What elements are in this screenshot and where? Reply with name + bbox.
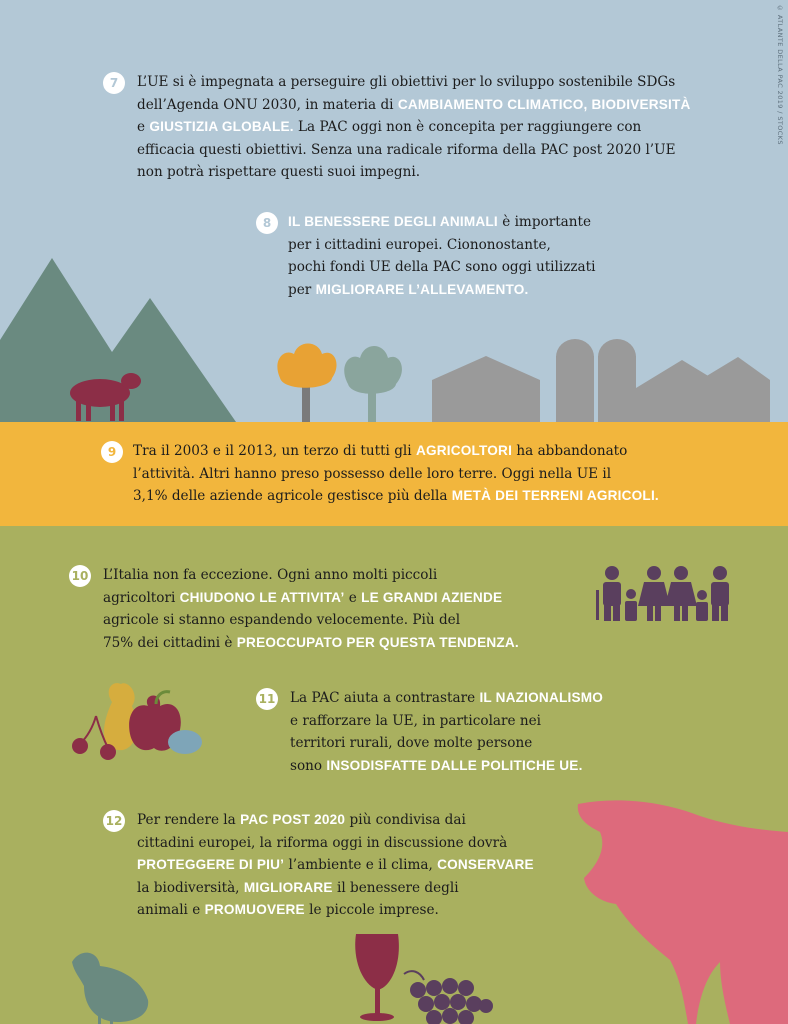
item-8-line: pochi fondi UE della PAC sono oggi utilizzati — [288, 259, 596, 275]
item-11-line: La PAC aiuta a contrastare — [290, 690, 480, 706]
item-12-highlight: PROTEGGERE DI PIU’ — [137, 857, 285, 872]
fruit-icon — [72, 683, 202, 760]
item-9-line: l’attività. Altri hanno preso possesso delle loro terre. Oggi nella UE il — [133, 465, 612, 482]
item-10-line: agricoltori — [103, 589, 180, 606]
item-10-line: 75% dei cittadini è — [103, 634, 237, 651]
item-12-line: il benessere degli — [332, 879, 459, 896]
item-9-text — [133, 440, 659, 508]
item-7-line: dell’Agenda ONU 2030, in materia di — [137, 96, 398, 113]
people-family-icon — [596, 566, 729, 621]
item-12-text — [137, 809, 534, 922]
item-8-line: per i cittadini europei. Ciononostante, — [288, 236, 551, 253]
item-12-line: cittadini europei, la riforma oggi in discussione dovrà — [137, 834, 508, 851]
item-12-highlight: MIGLIORARE — [243, 879, 333, 895]
item-10-text — [103, 564, 519, 654]
item-8-line: è importante — [497, 214, 592, 230]
item-number-12: 12 — [103, 810, 125, 832]
item-12-line: più condivisa dai — [345, 812, 466, 828]
item-12-line: la biodiversità, — [137, 879, 244, 896]
item-11-text — [290, 687, 603, 777]
item-11-line: e rafforzare la UE, in particolare nei — [290, 712, 542, 729]
item-9-line: ha abbandonato — [512, 443, 628, 459]
grapes-icon — [404, 971, 493, 1024]
item-11-highlight: IL NAZIONALISMO — [479, 690, 604, 705]
item-7-line: La PAC oggi non è concepita per raggiungere con — [293, 119, 642, 135]
item-9-highlight: AGRICOLTORI — [415, 443, 513, 458]
item-8-highlight: MIGLIORARE L’ALLEVAMENTO. — [315, 281, 529, 297]
item-7-line: L’UE si è impegnata a perseguire gli obiettivi per lo sviluppo sostenibile SDGs — [137, 74, 676, 90]
quail-icon — [72, 953, 148, 1024]
item-10-highlight: PREOCCUPATO PER QUESTA TENDENZA. — [236, 634, 519, 650]
item-12-line: le piccole imprese. — [304, 902, 439, 918]
item-12-line: Per rendere la — [137, 812, 241, 828]
item-number-9: 9 — [101, 441, 123, 463]
item-12-line: l’ambiente e il clima, — [284, 857, 438, 873]
item-7-line: efficacia questi obiettivi. Senza una radicale riforma della PAC post 2020 l’UE — [137, 141, 676, 158]
tree-icon — [277, 344, 402, 423]
item-number-10: 10 — [69, 565, 91, 587]
item-11-line: sono — [290, 757, 327, 774]
item-10-line: e — [344, 589, 362, 606]
farm-buildings-icon — [432, 339, 770, 422]
item-9-line: Tra il 2003 e il 2013, un terzo di tutti gli — [133, 443, 416, 459]
item-10-line: L’Italia non fa eccezione. Ogni anno molti piccoli — [103, 567, 438, 583]
item-9-highlight: METÀ DEI TERRENI AGRICOLI. — [451, 488, 659, 503]
item-number-11: 11 — [256, 688, 278, 710]
copyright-credit: © ATLANTE DELLA PAC 2019 / STOCKS — [776, 4, 784, 145]
item-7-highlight: CAMBIAMENTO CLIMATICO, BIODIVERSITÀ — [397, 96, 691, 112]
item-number-8: 8 — [256, 212, 278, 234]
item-12-highlight: PROMUOVERE — [204, 902, 305, 917]
item-7-highlight: GIUSTIZIA GLOBALE. — [149, 119, 294, 134]
item-11-line: territori rurali, dove molte persone — [290, 735, 533, 751]
pig-icon — [578, 800, 788, 1024]
item-7-line: e — [137, 119, 150, 135]
item-10-highlight: CHIUDONO LE ATTIVITA’ — [179, 589, 345, 605]
item-12-highlight: PAC POST 2020 — [240, 812, 346, 827]
item-8-line: per — [288, 281, 316, 298]
item-8-text — [288, 211, 595, 301]
item-7-line: non potrà rispettare questi suoi impegni. — [137, 164, 421, 180]
wine-glass-icon — [355, 934, 399, 1021]
item-7-text — [137, 71, 691, 184]
item-number-7: 7 — [103, 72, 125, 94]
item-9-line: 3,1% delle aziende agricole gestisce più della — [133, 488, 452, 504]
item-10-highlight: LE GRANDI AZIENDE — [361, 589, 503, 605]
item-12-line: animali e — [137, 902, 205, 918]
item-11-highlight: INSODISFATTE DALLE POLITICHE UE. — [326, 757, 583, 773]
item-10-line: agricole si stanno espandendo velocemente. Più del — [103, 612, 461, 628]
item-8-highlight: IL BENESSERE DEGLI ANIMALI — [288, 214, 498, 229]
item-12-highlight: CONSERVARE — [437, 857, 534, 872]
